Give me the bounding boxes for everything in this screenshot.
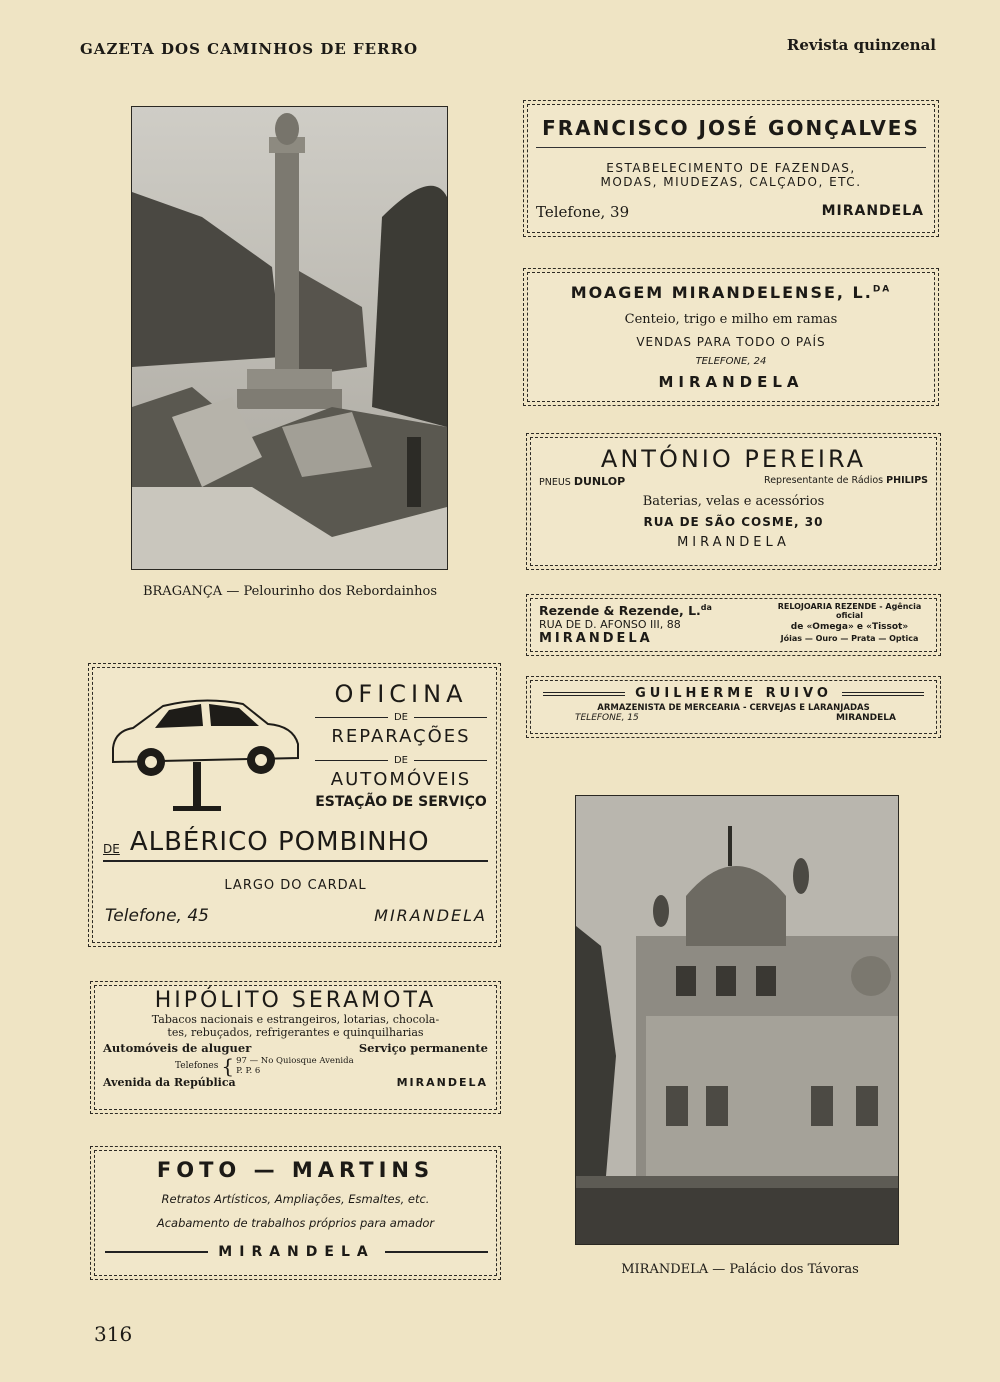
ruivo-city: MIRANDELA <box>835 713 896 723</box>
rezende-right1: RELOJOARIA REZENDE - Agência oficial <box>777 602 922 620</box>
oficina-line2: REPARAÇÕES <box>331 726 471 747</box>
pereira-name: ANTÓNIO PEREIRA <box>600 445 867 473</box>
seramota-left-service: Automóveis de aluguer <box>103 1041 252 1055</box>
seramota-name: HIPÓLITO SERAMOTA <box>154 988 437 1013</box>
pereira-line1: Baterias, velas e acessórios <box>642 494 825 509</box>
page-number: 316 <box>94 1322 133 1346</box>
rezende-right3: Jóias — Ouro — Prata — Optica <box>780 634 919 643</box>
ruivo-name: GUILHERME RUIVO <box>635 686 832 701</box>
ruivo-line1: ARMAZENISTA DE MERCEARIA - CERVEJAS E LARANJADAS <box>597 703 870 713</box>
seramota-phone2: P. P. 6 <box>236 1066 261 1076</box>
seramota-right-service: Serviço permanente <box>358 1041 488 1055</box>
seramota-desc2: tes, rebuçados, refrigerantes e quinquilharias <box>167 1026 424 1039</box>
oficina-de1: DE <box>393 712 409 723</box>
goncalves-line1: ESTABELECIMENTO DE FAZENDAS, <box>606 161 856 175</box>
martins-name: FOTO — MARTINS <box>156 1158 435 1182</box>
moagem-city: MIRANDELA <box>658 373 804 391</box>
martins-city: MIRANDELA <box>218 1244 375 1260</box>
pillory-illustration <box>132 107 447 569</box>
ad-rezende <box>530 598 937 652</box>
seramota-city: MIRANDELA <box>396 1076 488 1089</box>
pereira-radios: Representante de Rádios PHILIPS <box>764 475 928 486</box>
car-on-lift-icon <box>103 686 303 816</box>
moagem-line2: VENDAS PARA TODO O PAÍS <box>636 335 826 349</box>
ad-pereira <box>530 437 937 566</box>
oficina-phone: Telefone, 45 <box>105 906 209 926</box>
seramota-desc1: Tabacos nacionais e estrangeiros, lotarias, chocola- <box>151 1013 440 1026</box>
oficina-de2: DE <box>393 755 409 766</box>
oficina-title: OFICINA <box>334 680 468 708</box>
pereira-city: MIRANDELA <box>677 535 790 550</box>
magazine-subtitle: Revista quinzenal <box>786 36 936 54</box>
goncalves-city: MIRANDELA <box>821 203 924 219</box>
seramota-phone1: 97 — No Quiosque Avenida <box>236 1056 354 1066</box>
ad-martins <box>94 1150 497 1276</box>
oficina-line3: AUTOMÓVEIS <box>330 769 472 790</box>
ad-oficina <box>92 667 497 943</box>
goncalves-line2: MODAS, MIUDEZAS, CALÇADO, ETC. <box>600 175 862 189</box>
braganca-caption: BRAGANÇA — Pelourinho dos Rebordainhos <box>142 584 438 599</box>
braganca-photo <box>131 106 448 570</box>
magazine-title: GAZETA DOS CAMINHOS DE FERRO <box>80 40 419 58</box>
ad-seramota: HIPÓLITO SERAMOTA Tabacos nacionais e estrangeiros, lotarias, chocola- tes, rebuçados, refrigerantes e quinquilharias Automóveis de aluguer Serviço permanente Telefones { 97 — No Quiosque Avenida P. P. 6 Avenida da República MIRANDELA <box>94 985 497 1110</box>
oficina-de3: DE <box>103 842 120 856</box>
ad-moagem <box>527 272 935 402</box>
oficina-city: MIRANDELA <box>374 906 487 925</box>
oficina-owner: ALBÉRICO POMBINHO <box>129 827 430 857</box>
mirandela-photo <box>575 795 899 1245</box>
martins-line1: Retratos Artísticos, Ampliações, Esmaltes, etc. <box>161 1192 430 1206</box>
moagem-phone: TELEFONE, 24 <box>695 356 767 367</box>
oficina-line4: ESTAÇÃO DE SERVIÇO <box>315 794 487 810</box>
martins-line2: Acabamento de trabalhos próprios para amador <box>156 1216 435 1230</box>
goncalves-name: FRANCISCO JOSÉ GONÇALVES <box>542 116 920 140</box>
rezende-address: RUA DE D. AFONSO III, 88 <box>539 618 681 632</box>
palace-illustration <box>576 796 898 1244</box>
ad-goncalves <box>527 104 935 233</box>
pereira-address: RUA DE SÃO COSME, 30 <box>643 515 824 529</box>
oficina-address: LARGO DO CARDAL <box>224 878 367 893</box>
seramota-phones-label: Telefones <box>175 1061 219 1071</box>
goncalves-phone: Telefone, 39 <box>536 203 630 221</box>
mirandela-caption: MIRANDELA — Palácio dos Távoras <box>621 1262 859 1277</box>
ruivo-phone: TELEFONE, 15 <box>575 713 639 723</box>
pereira-tyres: PNEUS DUNLOP <box>539 475 626 488</box>
moagem-name: MOAGEM MIRANDELENSE, L.$^{DA}$ <box>570 283 892 302</box>
seramota-address: Avenida da República <box>103 1076 236 1089</box>
ad-ruivo <box>530 680 937 734</box>
rezende-right2: de «Omega» e «Tissot» <box>790 622 909 632</box>
moagem-line1: Centeio, trigo e milho em ramas <box>624 312 838 327</box>
rezende-name: Rezende & Rezende, L.$^{da}$ <box>539 603 712 619</box>
rezende-city: MIRANDELA <box>539 631 653 647</box>
